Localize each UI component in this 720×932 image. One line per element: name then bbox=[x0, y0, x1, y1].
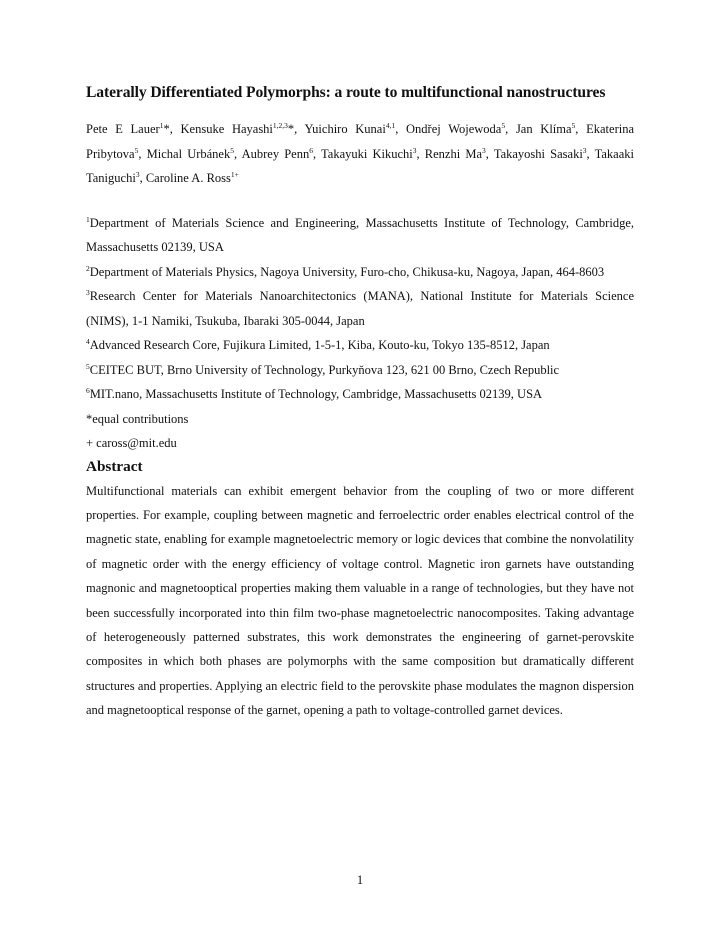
author: Takayuki Kikuchi$^3$ bbox=[321, 145, 417, 161]
affiliation-5: $^5$CEITEC BUT, Brno University of Technology, Purkyňova 123, 621 00 Brno, Czech Republic bbox=[86, 361, 560, 377]
affiliation-3: $^3$Research Center for Materials Nanoarchitectonics (MANA), National Institute for Materials Science (NIMS), 1-1 Namiki, Tsukuba, Ibaraki 305-0044, Japan bbox=[86, 288, 634, 328]
paper-page bbox=[86, 82, 634, 723]
affiliation-2: $^2$Department of Materials Physics, Nagoya University, Furo-cho, Chikusa-ku, Nagoya, Japan, 464-8603 bbox=[86, 263, 605, 279]
contact-email[interactable]: + caross@mit.edu bbox=[86, 436, 177, 450]
equal-contribution-note: *equal contributions bbox=[86, 411, 189, 426]
author-list: Pete E Lauer$^1$*, Kensuke Hayashi$^{1,2,3}$*, Yuichiro Kunai$^{4,1}$, Ondřej Wojewoda$^5$, Jan Klíma$^5$, Ekaterina Pribytova$^5$, Michal Urbánek$^5$, Aubrey Penn$^6$, Takayuki Kikuchi$^3$, Renzhi Ma$^3$, Takayoshi Sasaki$^3$, Takaaki Taniguchi$^3$, Caroline A. Ross$^{1+}$ bbox=[86, 121, 635, 185]
affiliation-1: $^1$Department of Materials Science and Engineering, Massachusetts Institute of Technology, Cambridge, Massachusetts 02139, USA bbox=[86, 214, 634, 254]
author: Pete E Lauer$^1$* bbox=[86, 121, 170, 136]
author: Jan Klíma$^5$ bbox=[515, 121, 576, 136]
author: Takaaki Taniguchi$^3$ bbox=[86, 146, 634, 185]
author: Takayoshi Sasaki$^3$ bbox=[493, 145, 587, 161]
affiliation-4: $^4$Advanced Research Core, Fujikura Limited, 1-5-1, Kiba, Kouto-ku, Tokyo 135-8512, Japan bbox=[86, 337, 550, 352]
abstract-heading: Abstract bbox=[86, 457, 143, 475]
paper-title: Laterally Differentiated Polymorphs: a route to multifunctional nanostructures bbox=[86, 84, 606, 101]
author: Renzhi Ma$^3$ bbox=[424, 145, 486, 161]
author: Ekaterina Pribytova$^5$ bbox=[86, 122, 635, 161]
abstract-text: Multifunctional materials can exhibit emergent behavior from the coupling of two or more different properties. For example, coupling between magnetic and ferroelectric order enables electrical control of the magnetic state, enabling for example magnetoelectric memory or logic devices that combine the nonvolatility of magnetic order with the energy efficiency of voltage control. Magnetic iron garnets have outstanding magnonic and magnetooptical properties making them valuable in a range of technologies, but they have not been successfully incorporated into thin film two-phase magnetoelectric nanocomposites. Taking advantage of heterogeneously patterned substrates, this work demonstrates the engineering of garnet-perovskite composites in which both phases are polymorphs with the same composition but dramatically different structures and properties. Applying an electric field to the perovskite phase modulates the magnon dispersion and magnetooptical response of the garnet, opening a path to voltage-controlled garnet devices. bbox=[86, 483, 634, 718]
author: Aubrey Penn$^6$ bbox=[241, 145, 313, 161]
page-number: 1 bbox=[356, 873, 364, 887]
author: Kensuke Hayashi$^{1,2,3}$* bbox=[180, 121, 295, 136]
affiliation-6: $^6$MIT.nano, Massachusetts Institute of Technology, Cambridge, Massachusetts 02139, USA bbox=[86, 386, 543, 401]
author: Michal Urbánek$^5$ bbox=[146, 145, 234, 161]
author: Ondřej Wojewoda$^5$ bbox=[406, 121, 506, 136]
author: Yuichiro Kunai$^{4,1}$ bbox=[304, 121, 396, 136]
author: Caroline A. Ross$^{1+}$ bbox=[145, 170, 239, 185]
